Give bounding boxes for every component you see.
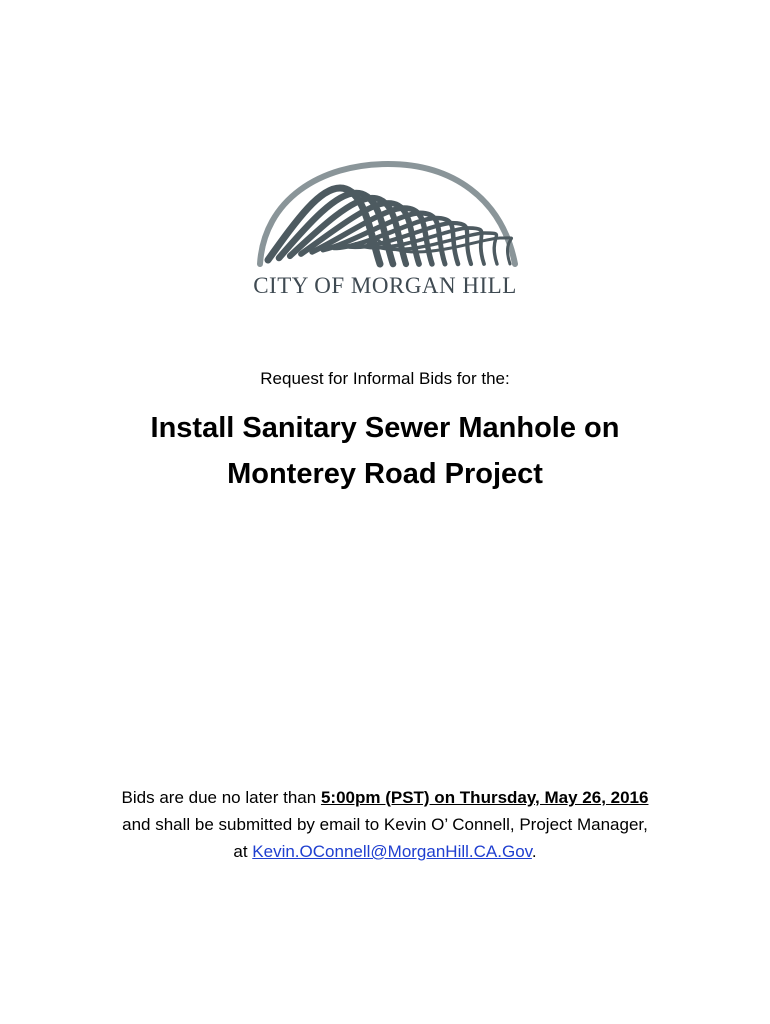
notice-line-3-suffix: . bbox=[531, 842, 537, 861]
intro-text: Request for Informal Bids for the: bbox=[260, 369, 510, 388]
city-logo bbox=[230, 160, 540, 305]
hills-emblem-icon bbox=[230, 160, 540, 272]
notice-line-1 bbox=[0, 784, 770, 811]
notice-line-3-prefix: at bbox=[233, 842, 253, 861]
bid-deadline: 5:00pm (PST) on Thursday, May 26, 2016 bbox=[320, 788, 649, 807]
logo-wordmark: CITY OF MORGAN HILL bbox=[253, 273, 517, 298]
notice-line-1-prefix: Bids are due no later than bbox=[121, 788, 321, 807]
contact-email-link[interactable]: Kevin.OConnell@MorganHill.CA.Gov bbox=[252, 842, 532, 861]
bid-notice bbox=[0, 784, 770, 865]
project-title bbox=[0, 405, 770, 497]
notice-line-2: and shall be submitted by email to Kevin O’ Connell, Project Manager, bbox=[122, 815, 648, 834]
project-title-line-2: Monterey Road Project bbox=[227, 458, 543, 490]
project-title-line-1: Install Sanitary Sewer Manhole on bbox=[150, 412, 620, 444]
notice-line-3 bbox=[0, 838, 770, 865]
